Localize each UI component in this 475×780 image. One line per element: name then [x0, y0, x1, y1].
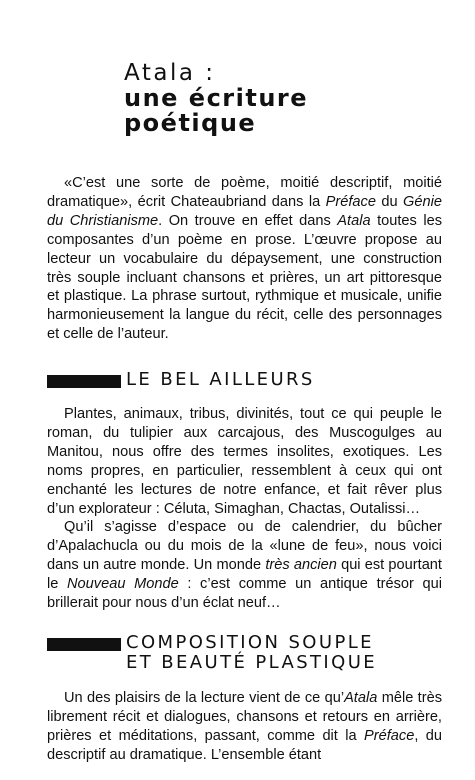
heading-bar: [47, 375, 121, 388]
page-title: [124, 60, 308, 136]
composition-text: Un des plaisirs de la lecture vient de ce qu’Atala mêle très librement récit et dialogues, chansons et retours en arrière, prières et méditations, passant, comme dit la Préface, du descriptif au dramatique. L’ensemble étant: [47, 690, 442, 763]
title-line-2: une écriture: [124, 84, 309, 112]
section-heading-bel-ailleurs: LE BEL AILLEURS: [47, 370, 315, 390]
intro-paragraph: «C’est une sorte de poème, moitié descriptif, moitié dramatique», écrit Chateaubriand dans la Préface du Génie du Christianisme. On trouve en effet dans Atala toutes les composantes d’un poème en prose. L’œuvre propose au lecteur un vocabulaire du dépaysement, une construction très souple incluant chansons et prières, un art pittoresque et plastique. La phrase surtout, rythmique et musicale, unifie harmonieusement la langue du récit, celle des personnages et celle de l’auteur.: [47, 175, 442, 343]
title-line-1: Atala :: [124, 60, 216, 86]
paragraph: Qu’il s’agisse d’espace ou de calendrier, du bûcher d’Apalachucla ou du mois de la «lune de feu», nous voici dans un autre monde. Un monde très ancien qui est pourtant le Nouveau Monde : c’est comme un antique trésor qui brillerait pour nous d’un éclat neuf…: [47, 519, 442, 612]
bel-ailleurs-text: [47, 405, 442, 613]
section-heading-composition: COMPOSITION SOUPLE ET BEAUTÉ PLASTIQUE: [47, 633, 377, 673]
paragraph: Plantes, animaux, tribus, divinités, tout ce qui peuple le roman, du tulipier aux carcajous, des Muscogulges au Manitou, nous offre des termes insolites, exotiques. Les noms propres, en particulier, ressemblent à ceux qui ont enchanté les lectures de notre enfance, et fait rêver plus d’un explorateur : Céluta, Simaghan, Chactas, Outalissi…: [47, 406, 442, 517]
heading-bar: [47, 638, 121, 651]
title-line-3: poétique: [124, 109, 257, 137]
